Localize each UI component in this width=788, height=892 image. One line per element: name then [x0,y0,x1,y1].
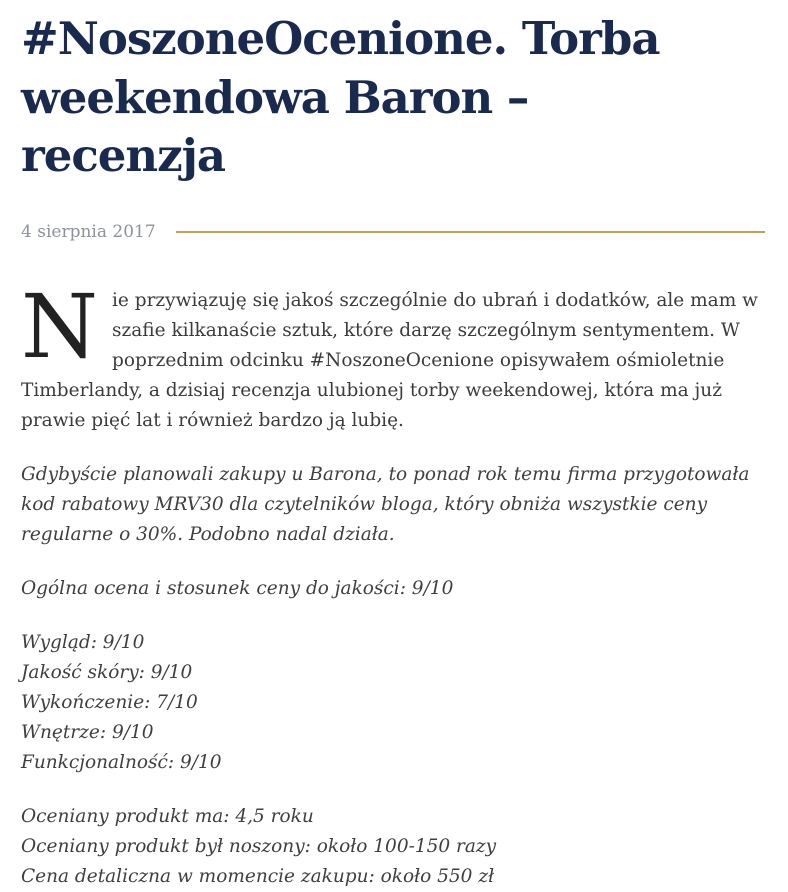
product-facts-list [21,802,765,892]
rating-line-funkcjonalnosc: Funkcjonalność: 9/10 [21,751,222,773]
post-title: #NoszoneOcenione. Torba weekendowa Baron – recenzja [21,12,660,182]
intro-text: ie przywiązuję się jakoś szczególnie do ubrań i dodatków, ale mam w szafie kilkanaście sztuk, które darzę szczególnym sentymentem. W poprzednim odcinku #NoszoneOcenione opisywałem ośmioletnie Timberlandy, a dzisiaj recenzja ulubionej torby weekendowej, która ma już prawie pięć lat i również bardzo ją lubię. [21,289,758,431]
fact-line-worn-count: Oceniany produkt był noszony: około 100-150 razy [21,835,497,857]
rating-line-wyglad: Wygląd: 9/10 [21,631,145,653]
gold-divider-line [176,231,765,233]
drop-cap: N [21,274,98,378]
fact-line-price: Cena detaliczna w momencie zakupu: około 550 zł [21,865,495,887]
overall-rating-line: Ogólna ocena i stosunek ceny do jakości: 9/10 [21,577,454,599]
rating-line-wnetrze: Wnętrze: 9/10 [21,721,154,743]
post-meta [21,222,765,242]
post-date: 4 sierpnia 2017 [21,221,156,242]
rating-line-jakosc-skory: Jakość skóry: 9/10 [21,661,193,683]
ratings-list [21,628,765,778]
promo-note-paragraph: Gdybyście planowali zakupy u Barona, to ponad rok temu firma przygotowała kod rabatowy MRV30 dla czytelników bloga, który obniża wszystkie ceny regularne o 30%. Podobno nadal działa. [21,463,750,545]
intro-paragraph [21,274,765,436]
rating-line-wykonczenie: Wykończenie: 7/10 [21,691,198,713]
fact-line-age: Oceniany produkt ma: 4,5 roku [21,805,314,827]
